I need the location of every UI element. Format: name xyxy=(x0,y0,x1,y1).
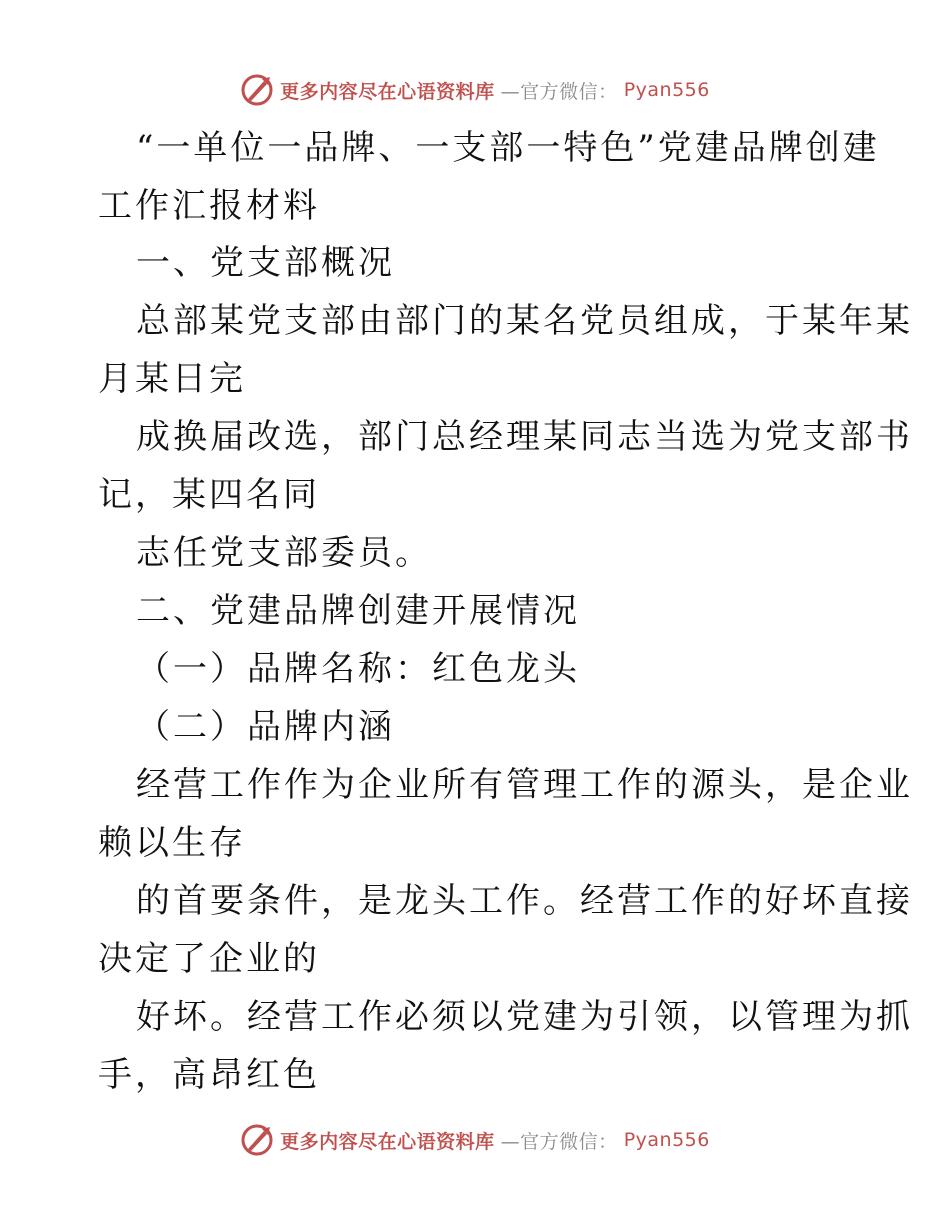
subsection-heading-1: （一）品牌名称：红色龙头 xyxy=(136,649,580,689)
paragraph-line: 赖以生存 xyxy=(98,823,246,863)
paragraph-line: 成换届改选，部门总经理某同志当选为党支部书 xyxy=(136,417,913,457)
section-heading-1: 一、党支部概况 xyxy=(136,243,395,283)
watermark-wechat-label: —官方微信： xyxy=(500,1130,618,1153)
paragraph-line: 手，高昂红色 xyxy=(98,1055,320,1095)
watermark-account: Pyan556 xyxy=(623,79,710,101)
paragraph-line: 月某日完 xyxy=(98,359,246,399)
doc-title-line-2: 工作汇报材料 xyxy=(98,186,320,226)
paragraph-line: 决定了企业的 xyxy=(98,939,320,979)
subsection-heading-2: （二）品牌内涵 xyxy=(136,707,395,747)
watermark-title: 更多内容尽在心语资料库 xyxy=(280,1130,495,1153)
watermark-title: 更多内容尽在心语资料库 xyxy=(280,80,495,103)
footer-watermark xyxy=(0,1120,950,1160)
watermark-wechat-label: —官方微信： xyxy=(500,80,618,103)
paragraph-line: 志任党支部委员。 xyxy=(136,533,432,573)
doc-title-line-1: “一单位一品牌、一支部一特色”党建品牌创建 xyxy=(136,128,880,168)
quill-seal-icon xyxy=(240,1123,274,1157)
section-heading-2: 二、党建品牌创建开展情况 xyxy=(136,591,580,631)
paragraph-line: 经营工作作为企业所有管理工作的源头，是企业 xyxy=(136,765,913,805)
paragraph-line: 总部某党支部由部门的某名党员组成，于某年某 xyxy=(136,301,913,341)
paragraph-line: 记，某四名同 xyxy=(98,475,320,515)
paragraph-line: 好坏。经营工作必须以党建为引领，以管理为抓 xyxy=(136,997,913,1037)
watermark-account: Pyan556 xyxy=(623,1129,710,1151)
paragraph-line: 的首要条件，是龙头工作。经营工作的好坏直接 xyxy=(136,881,913,921)
